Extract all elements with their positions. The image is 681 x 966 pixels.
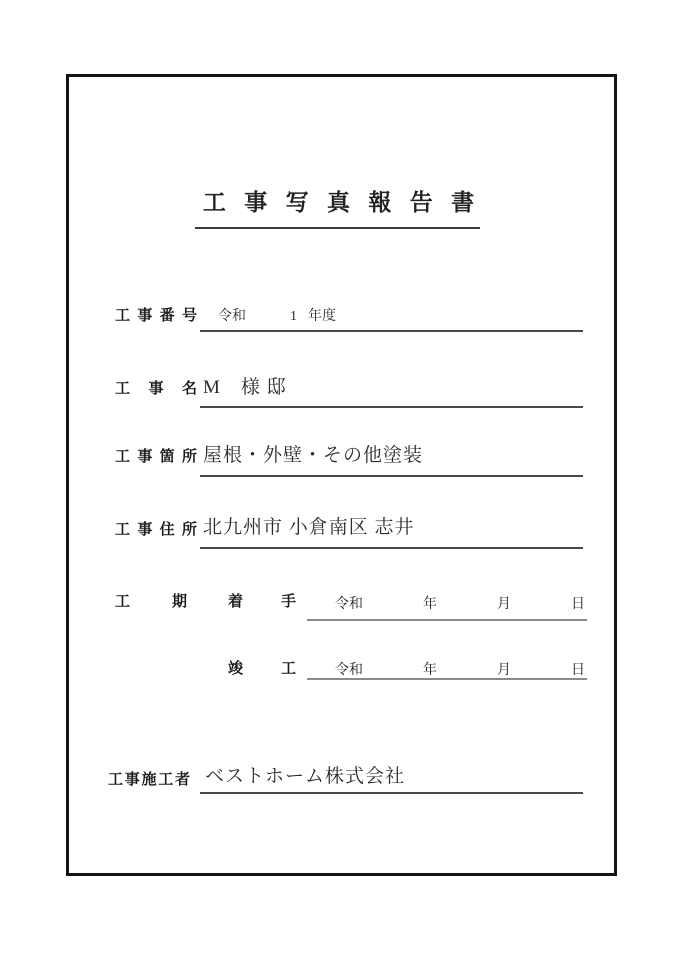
field-value-contractor: ベストホーム株式会社	[205, 766, 406, 787]
field-underline-construction-location	[200, 475, 583, 477]
year-number: 1	[290, 309, 297, 324]
field-value-construction-name: M 様 邸	[203, 377, 287, 398]
field-value-construction-number	[218, 309, 336, 324]
date-line-start	[335, 597, 585, 612]
title-underline	[195, 227, 480, 229]
field-label-contractor: 工事施工者	[108, 771, 190, 788]
field-underline-period-end	[307, 678, 587, 680]
era-text: 令和	[218, 309, 246, 324]
start-year-unit: 年	[423, 597, 437, 612]
end-day-unit: 日	[571, 663, 585, 678]
field-label-construction-address: 工 事 住 所	[115, 521, 197, 538]
report-cover-page	[66, 74, 617, 876]
field-value-construction-location: 屋根・外壁・その他塗装	[203, 445, 424, 466]
end-month-unit: 月	[497, 663, 511, 678]
start-day-unit: 日	[571, 597, 585, 612]
field-underline-construction-name	[200, 406, 583, 408]
field-underline-construction-address	[200, 547, 583, 549]
page-title: 工 事 写 真 報 告 書	[202, 189, 481, 215]
field-label-construction-location: 工 事 箇 所	[115, 448, 197, 465]
field-underline-period-start	[307, 619, 587, 621]
year-suffix: 年度	[308, 309, 336, 324]
field-underline-construction-number	[200, 330, 583, 332]
field-label-construction-name: 工 事 名	[115, 380, 197, 397]
field-underline-contractor	[200, 792, 583, 794]
sublabel-period-end: 竣 工	[228, 660, 296, 677]
end-era-text: 令和	[335, 663, 363, 678]
field-label-construction-period: 工 期	[115, 593, 187, 610]
start-month-unit: 月	[497, 597, 511, 612]
field-label-construction-number: 工 事 番 号	[115, 307, 197, 324]
end-year-unit: 年	[423, 663, 437, 678]
field-value-construction-address: 北九州市 小倉南区 志井	[203, 517, 415, 538]
start-era-text: 令和	[335, 597, 363, 612]
sublabel-period-start: 着 手	[228, 593, 296, 610]
date-line-end	[335, 663, 585, 678]
